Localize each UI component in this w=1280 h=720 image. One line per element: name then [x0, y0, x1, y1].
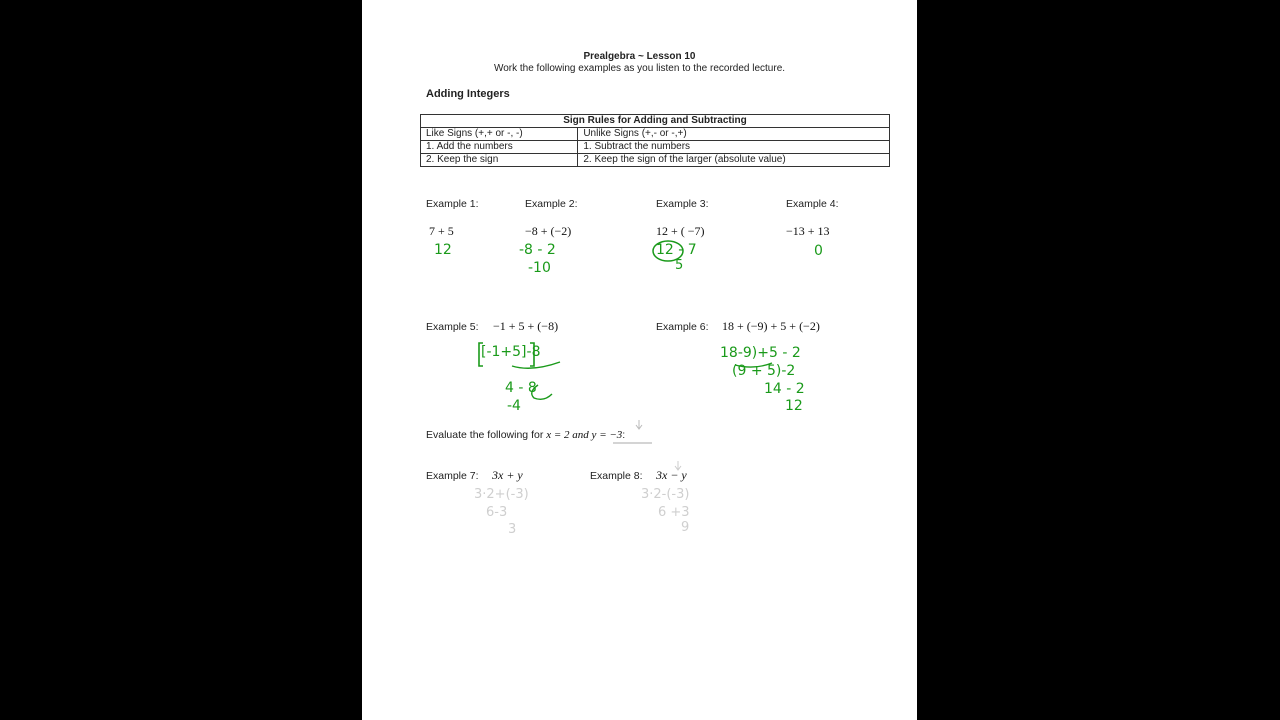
example-3-work-2: 5	[675, 258, 684, 273]
example-8-work-3: 9	[681, 520, 690, 535]
table-cell: Unlike Signs (+,- or -,+)	[578, 128, 890, 141]
example-7-expression: 3x + y	[492, 468, 523, 482]
example-7-work-3: 3	[508, 522, 517, 537]
example-5-work-2: 4 - 8	[505, 380, 537, 396]
example-6-work-1: 18-9)+5 - 2	[720, 345, 801, 361]
example-5-work-3: -4	[507, 398, 521, 414]
example-4-label: Example 4:	[786, 198, 839, 210]
example-3-work-1: 12 - 7	[656, 242, 697, 258]
evaluate-text: Evaluate the following for	[426, 429, 547, 441]
worksheet-page	[362, 0, 917, 720]
example-4-expression: −13 + 13	[786, 224, 830, 238]
table-cell: Like Signs (+,+ or -, -)	[421, 128, 578, 141]
evaluate-condition: x = 2 and y = −3	[546, 429, 623, 441]
example-7-label: Example 7:	[426, 470, 479, 482]
example-7-work-1: 3·2+(-3)	[474, 487, 529, 502]
arrow-down-icon	[675, 461, 681, 470]
example-2-work-2: -10	[528, 260, 551, 276]
example-1-expression: 7 + 5	[429, 224, 454, 238]
table-cell: 1. Subtract the numbers	[578, 141, 890, 154]
page-title: Prealgebra ~ Lesson 10	[583, 51, 696, 62]
example-1-label: Example 1:	[426, 198, 479, 210]
example-5-label: Example 5:	[426, 321, 479, 333]
example-6-label: Example 6:	[656, 321, 709, 333]
example-5-expression: −1 + 5 + (−8)	[493, 319, 559, 333]
example-6-work-4: 12	[785, 398, 803, 414]
example-3-label: Example 3:	[656, 198, 709, 210]
underline-mark	[735, 363, 772, 367]
circle-mark	[653, 241, 683, 261]
section-heading: Adding Integers	[426, 88, 510, 100]
example-2-label: Example 2:	[525, 198, 578, 210]
table-cell: 1. Add the numbers	[421, 141, 578, 154]
example-8-work-1: 3·2-(-3)	[641, 487, 690, 502]
example-6-work-3: 14 - 2	[764, 381, 805, 397]
example-6-work-2: (9 + 5)-2	[732, 363, 796, 379]
example-5-work-1: [-1+5]-8	[481, 344, 541, 360]
page-subtitle: Work the following examples as you listen to the recorded lecture.	[493, 63, 786, 74]
table-header: Sign Rules for Adding and Subtracting	[421, 115, 890, 128]
table-cell: 2. Keep the sign of the larger (absolute value)	[578, 154, 890, 167]
example-4-work-1: 0	[814, 243, 823, 259]
example-2-work-1: -8 - 2	[519, 242, 556, 258]
example-3-expression: 12 + ( −7)	[656, 224, 705, 238]
arrow-down-icon	[636, 420, 642, 429]
table-cell: 2. Keep the sign	[421, 154, 578, 167]
example-8-label: Example 8:	[590, 470, 643, 482]
bracket-left-mark	[479, 343, 483, 366]
evaluate-colon: :	[622, 429, 626, 441]
handwriting-annotations	[362, 0, 917, 720]
example-7-work-2: 6-3	[486, 505, 508, 520]
bracket-right-mark	[530, 343, 534, 366]
curve-mark	[532, 385, 552, 399]
underline-mark	[512, 362, 560, 368]
example-2-expression: −8 + (−2)	[525, 224, 572, 238]
example-1-work-1: 12	[434, 242, 452, 258]
example-8-work-2: 6 +3	[658, 505, 690, 520]
example-8-expression: 3x − y	[656, 468, 687, 482]
example-6-expression: 18 + (−9) + 5 + (−2)	[722, 319, 820, 333]
